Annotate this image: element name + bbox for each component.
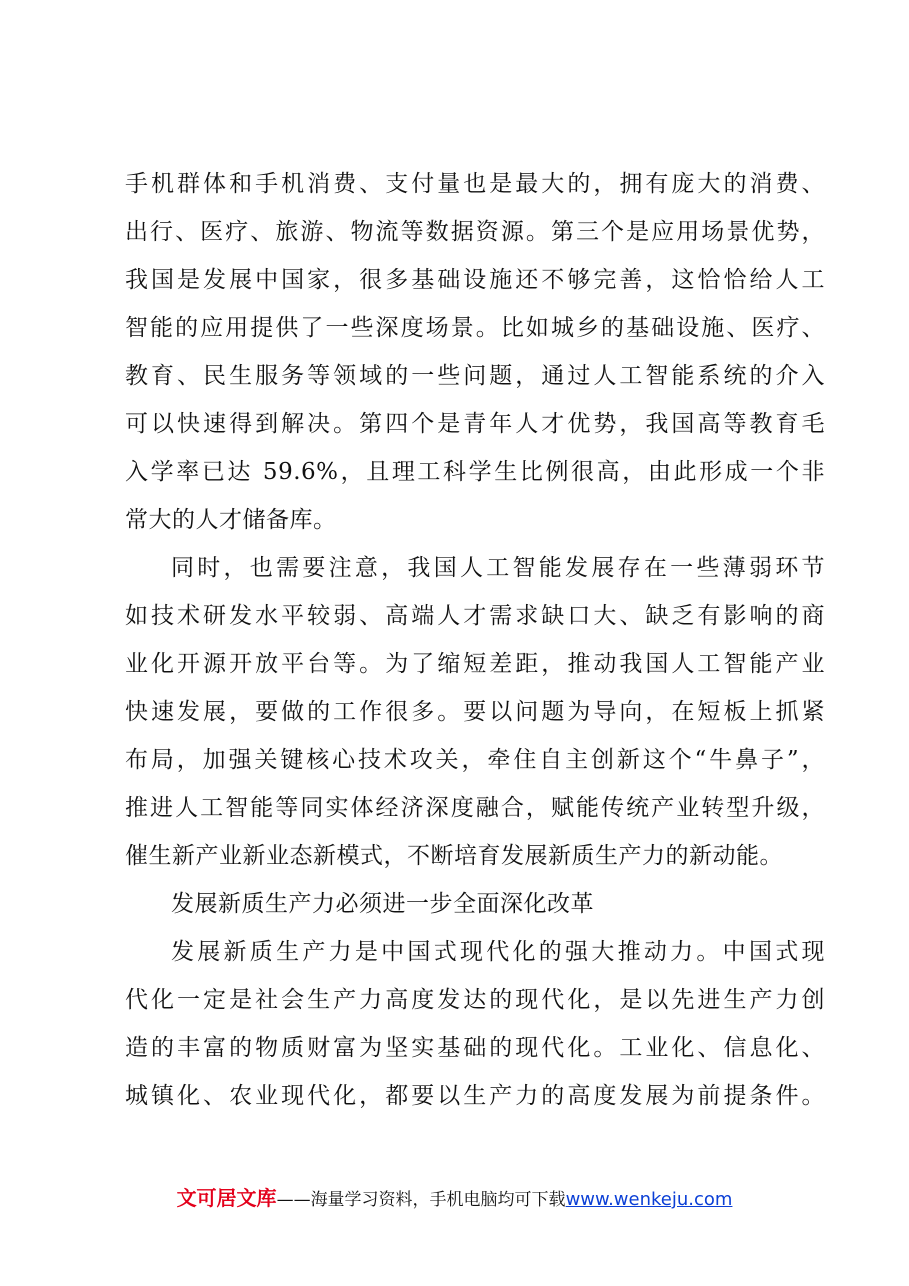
text-line: 手机群体和手机消费、支付量也是最大的，拥有庞大的消费、 [125,171,825,197]
text-line: 推进人工智能等同实体经济深度融合，赋能传统产业转型升级， [125,795,825,821]
text-line: 发展新质生产力是中国式现代化的强大推动力。中国式现 [171,939,825,965]
footer-tagline: ——海量学习资料，手机电脑均可下载 [276,1190,566,1210]
document-body [125,160,825,1120]
text-line: 同时，也需要注意，我国人工智能发展存在一些薄弱环节 [171,555,825,581]
text-line: 业化开源开放平台等。为了缩短差距，推动我国人工智能产业 [125,651,825,677]
text-line: 催生新产业新业态新模式，不断培育发展新质生产力的新动能。 [125,843,783,869]
footer-website-link[interactable]: www.wenkeju.com [565,1189,733,1210]
text-line: 入学率已达 59.6%，且理工科学生比例很高，由此形成一个非 [125,459,825,485]
text-line: 快速发展，要做的工作很多。要以问题为导向，在短板上抓紧 [125,699,825,725]
section-heading: 发展新质生产力必须进一步全面深化改革 [171,891,594,917]
text-line: 智能的应用提供了一些深度场景。比如城乡的基础设施、医疗、 [125,315,825,341]
text-line: 教育、民生服务等领域的一些问题，通过人工智能系统的介入 [125,363,825,389]
text-line: 常大的人才储备库。 [125,507,337,533]
text-line: 造的丰富的物质财富为坚实基础的现代化。工业化、信息化、 [125,1035,825,1061]
footer-brand: 文可居文库 [176,1186,277,1210]
text-line: 出行、医疗、旅游、物流等数据资源。第三个是应用场景优势， [125,219,825,245]
text-line: 我国是发展中国家，很多基础设施还不够完善，这恰恰给人工 [125,267,825,293]
text-line: 布局，加强关键核心技术攻关，牵住自主创新这个“牛鼻子”， [125,747,825,773]
text-line: 如技术研发水平较弱、高端人才需求缺口大、缺乏有影响的商 [125,603,825,629]
text-line: 代化一定是社会生产力高度发达的现代化，是以先进生产力创 [125,987,825,1013]
text-line: 城镇化、农业现代化，都要以生产力的高度发展为前提条件。 [125,1083,825,1109]
footer-banner [0,1182,909,1211]
text-line: 可以快速得到解决。第四个是青年人才优势，我国高等教育毛 [125,411,825,437]
